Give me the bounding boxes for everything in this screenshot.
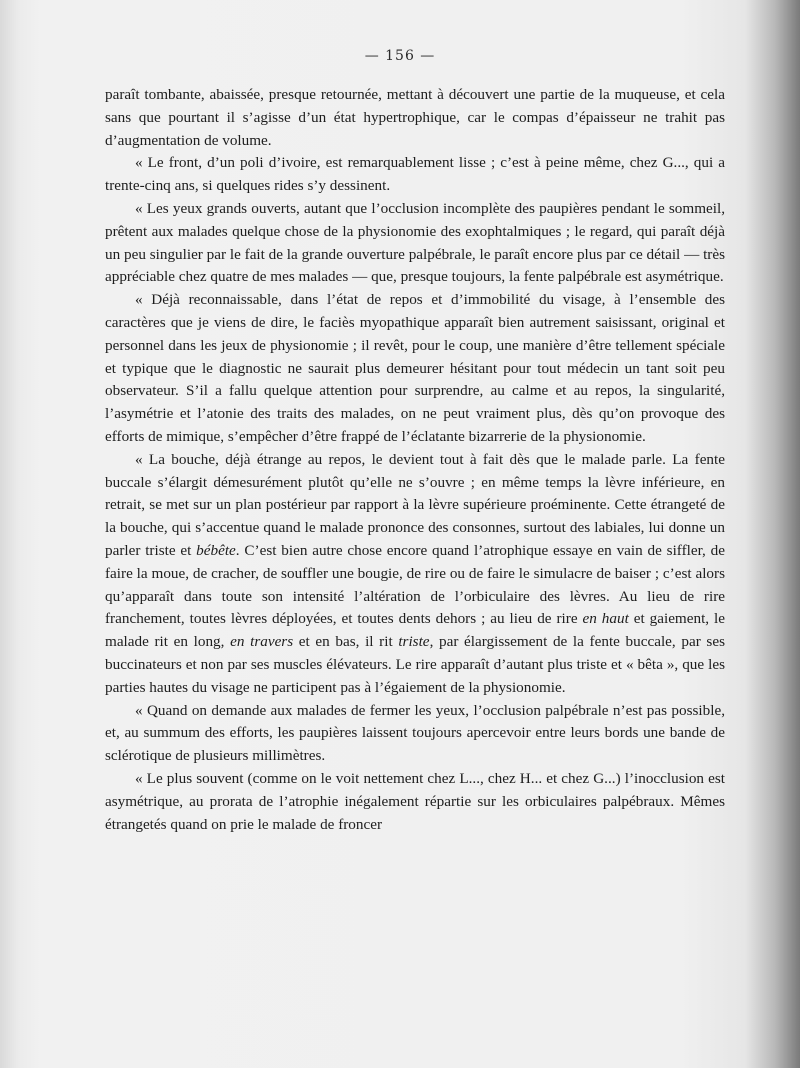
- mouth-text-4: et en bas, il rit: [293, 633, 399, 651]
- paragraph-continuation: paraît tombante, abaissée, presque retournée, mettant à découvert une partie de la muqueuse, et cela sans que pourtant il s’agisse d’un état hypertrophique, car le compas d’épaisseur ne trahit pas d’augmentation de volume.: [105, 86, 725, 149]
- mouth-emphasis-triste: triste: [398, 633, 430, 651]
- mouth-emphasis-en-haut: en haut: [582, 610, 629, 628]
- mouth-text-1: « La bouche, déjà étrange au repos, le devient tout à fait dès que le malade parle. La fente buccale s’élargit démesurément plutôt qu’elle ne s’ouvre ; en même temps la lèvre inférieure, en retrait, se met sur un plan postérieur par rapport à la lèvre supérieure proéminente. Cette étrangeté de la bouche, qui s’accentue quand le malade prononce des consonnes, surtout des labiales, lui donne un parler triste et: [105, 450, 725, 559]
- body-text: [105, 84, 725, 836]
- mouth-text-2: . C’est bien autre chose encore quand l’atrophique essaye en vain de siffler, de faire la moue, de cracher, de souffler une bougie, de rire ou de faire le simulacre de baiser ; c’est alors qu’apparaît dans toute son intensité l’altération de l’orbiculaire des lèvres. Au lieu de rire franchement, toutes lèvres déployées, et toutes dents dehors ; au lieu de rire: [105, 541, 725, 628]
- page-number: — 156 —: [364, 48, 436, 64]
- mouth-emphasis-en-travers: en travers: [230, 633, 294, 651]
- mouth-text-3: et gaiement, le malade rit en long,: [105, 610, 725, 651]
- paragraph-mouth: [105, 449, 725, 700]
- paragraph-eyelids: « Quand on demande aux malades de fermer les yeux, l’occlusion palpébrale n’est pas possible, et, au summum des efforts, les paupières laissent toujours apercevoir entre leurs bords une bande de sclérotique de plusieurs millimètres.: [105, 701, 725, 765]
- mouth-emphasis-bebete: bébête: [196, 541, 236, 559]
- paragraph-facies: « Déjà reconnaissable, dans l’état de repos et d’immobilité du visage, à l’ensemble des caractères que je viens de dire, le faciès myopathique apparaît bien autrement saisissant, original et personnel dans les jeux de physionomie ; il revêt, pour le coup, une manière d’être tellement spéciale et typique que le diagnostic ne saurait plus demeurer hésitant pour tout médecin un tant soit peu observateur. S’il a fallu quelque attention pour surprendre, au calme et au repos, la singularité, l’asymétrie et l’atonie des traits des malades, on ne peut vraiment plus, dès qu’on provoque des efforts de mimique, s’empêcher d’être frappé de l’éclatante bizarrerie de la physionomie.: [105, 291, 725, 445]
- paragraph-eyes: « Les yeux grands ouverts, autant que l’occlusion incomplète des paupières pendant le sommeil, prêtent aux malades quelque chose de la physionomie des exophtalmiques ; le regard, qui paraît déjà un peu singulier par le fait de la grande ouverture palpébrale, le paraît encore plus par ce détail — très appréciable chez quatre de mes malades — que, presque toujours, la fente palpébrale est asymétrique.: [105, 199, 725, 286]
- paragraph-asymmetry: « Le plus souvent (comme on le voit nettement chez L..., chez H... et chez G...) l’inocclusion est asymétrique, au prorata de l’atrophie inégalement répartie sur les orbiculaires palpébraux. Mêmes étrangetés quand on prie le malade de froncer: [105, 769, 725, 833]
- mouth-text-5: , par élargissement de la fente buccale, par ses buccinateurs et non par ses muscles élévateurs. Le rire apparaît d’autant plus triste et « bêta », que les parties hautes du visage ne participent pas à l’égaiement de la physionomie.: [105, 633, 725, 696]
- paragraph-front: « Le front, d’un poli d’ivoire, est remarquablement lisse ; c’est à peine même, chez G..., qui a trente-cinq ans, si quelques rides s’y dessinent.: [105, 154, 725, 195]
